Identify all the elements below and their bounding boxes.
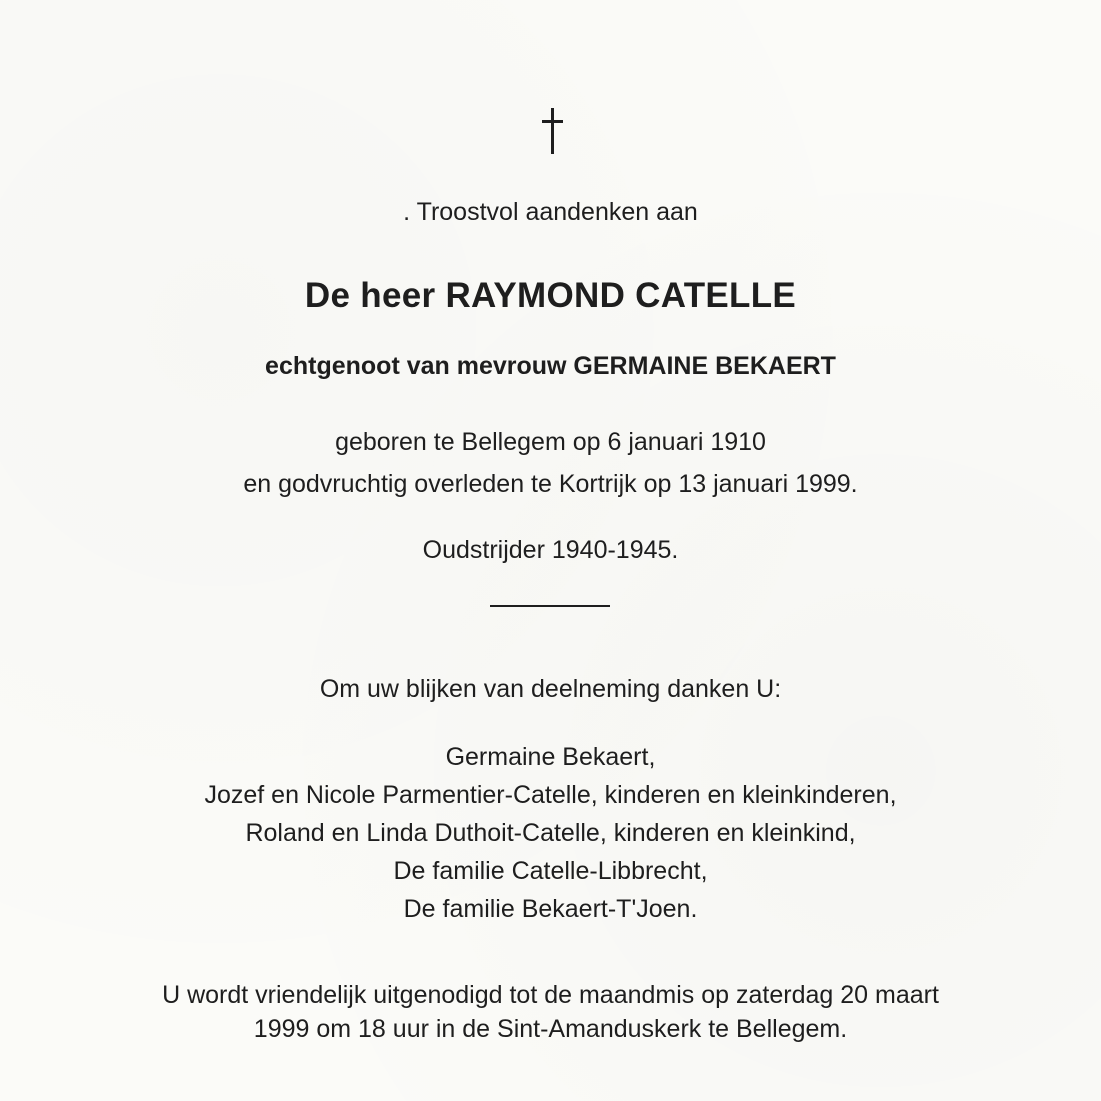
veteran-line: Oudstrijder 1940-1945. bbox=[422, 536, 679, 564]
list-item: De familie Catelle-Libbrecht, bbox=[393, 857, 708, 885]
deceased-name: De heer RAYMOND CATELLE bbox=[304, 276, 797, 315]
list-item: De familie Bekaert-T'Joen. bbox=[403, 895, 698, 923]
invitation-line-1: U wordt vriendelijk uitgenodigd tot de maandmis op zaterdag 20 maart bbox=[162, 981, 939, 1009]
intro-text: . Troostvol aandenken aan bbox=[403, 198, 698, 226]
thanks-intro: Om uw blijken van deelneming danken U: bbox=[319, 675, 782, 703]
birth-line: geboren te Bellegem op 6 januari 1910 bbox=[335, 428, 766, 456]
thanks-list bbox=[0, 738, 1101, 928]
list-item: Germaine Bekaert, bbox=[445, 743, 656, 771]
death-line: en godvruchtig overleden te Kortrijk op 13 januari 1999. bbox=[243, 470, 858, 498]
list-item: Jozef en Nicole Parmentier-Catelle, kinderen en kleinkinderen, bbox=[204, 781, 897, 809]
list-item: Roland en Linda Duthoit-Catelle, kinderen en kleinkind, bbox=[245, 819, 856, 847]
invitation-line-2: 1999 om 18 uur in de Sint-Amanduskerk te Bellegem. bbox=[253, 1015, 848, 1043]
divider bbox=[490, 605, 610, 607]
spouse-line: echtgenoot van mevrouw GERMAINE BEKAERT bbox=[265, 352, 836, 380]
latin-cross-icon bbox=[540, 108, 566, 156]
